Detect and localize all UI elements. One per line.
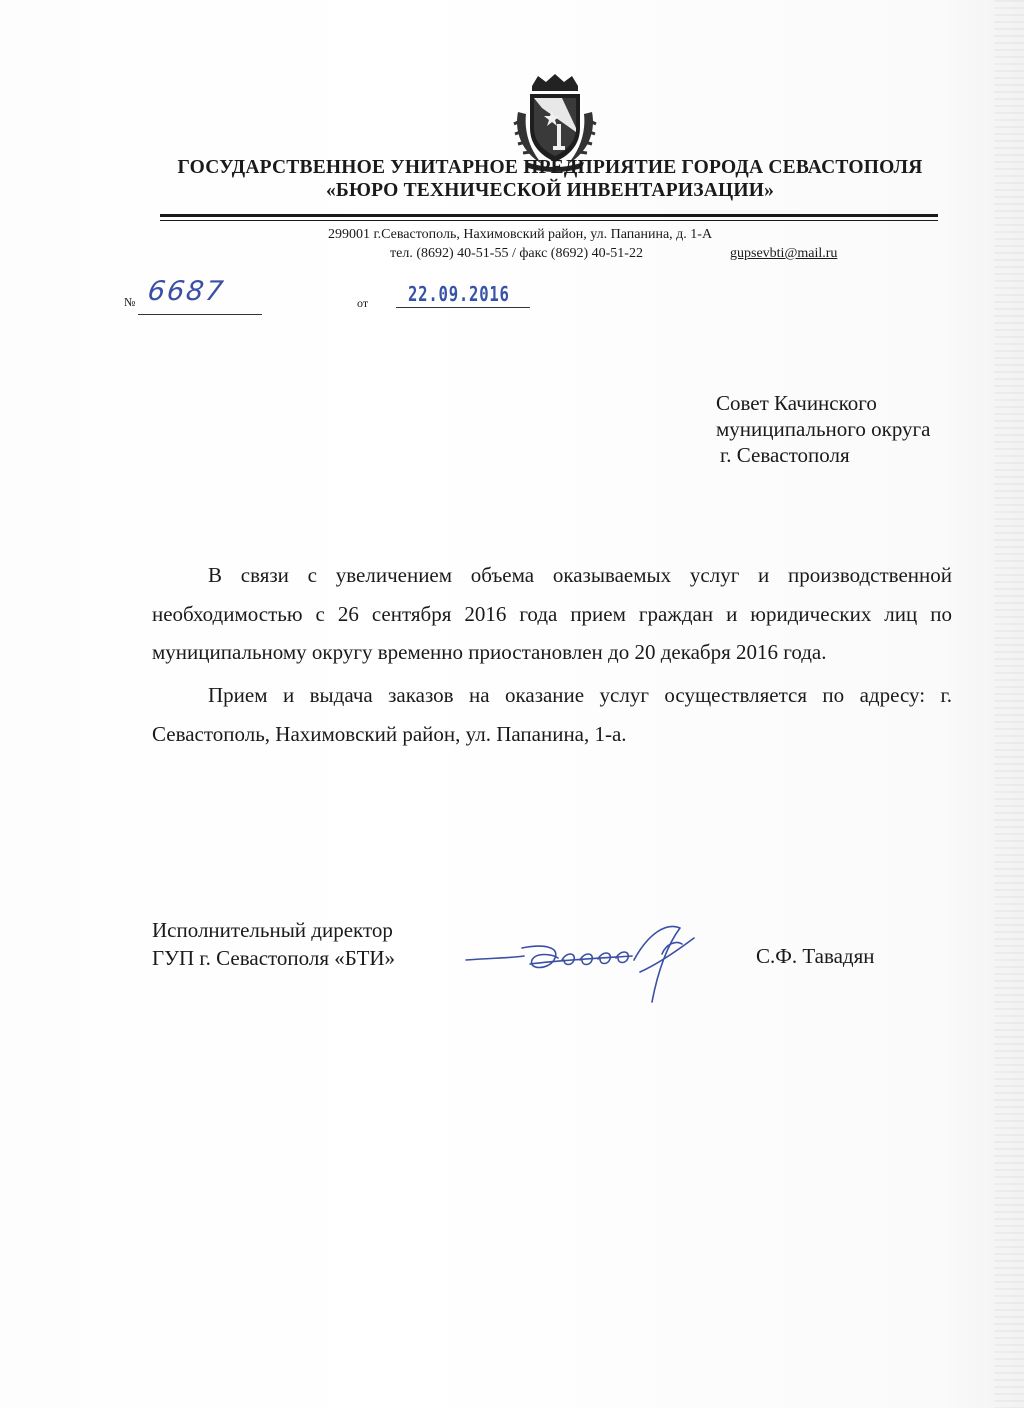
address-line: 299001 г.Севастополь, Нахимовский район, ул. Папанина, д. 1-А — [328, 227, 713, 242]
registration-number-underline — [138, 314, 262, 315]
phone-fax-line: тел. (8692) 40-51-55 / факс (8692) 40-51-22 — [390, 246, 643, 261]
scan-edge-shadow — [994, 0, 1024, 1408]
registration-date-underline — [396, 307, 530, 308]
header-rule-thin — [160, 220, 938, 221]
body-paragraph-1: В связи с увеличением объема оказываемых услуг и производственной необходимостью с 26 сентября 2016 года прием граждан и юридических лиц по муниципальному округу временно приостановлен до 20 декабря 2016 года. — [152, 563, 952, 664]
recipient-line2: муниципального округа — [716, 417, 931, 441]
handwritten-signature-icon — [462, 914, 702, 1014]
header-rule-thick — [160, 214, 938, 217]
registration-date-label: от — [357, 296, 369, 310]
recipient-line1: Совет Качинского — [716, 391, 877, 415]
registration-number-value: 6687 — [145, 276, 227, 307]
signatory-title — [152, 916, 395, 972]
registration-number-label: № — [124, 295, 136, 309]
organization-name-line1: ГОСУДАРСТВЕННОЕ УНИТАРНОЕ ПРЕДПРИЯТИЕ ГОРОДА СЕВАСТОПОЛЯ — [177, 157, 923, 178]
recipient-block — [716, 390, 930, 468]
signatory-title-line1: Исполнительный директор — [152, 918, 393, 942]
email-link[interactable]: gupsevbti@mail.ru — [730, 246, 838, 261]
signatory-name: С.Ф. Тавадян — [756, 944, 875, 968]
organization-name-line2: «БЮРО ТЕХНИЧЕСКОЙ ИНВЕНТАРИЗАЦИИ» — [325, 180, 775, 201]
registration-date-stamp: 22.09.2016 — [408, 282, 510, 306]
body-paragraph-2: Прием и выдача заказов на оказание услуг осуществляется по адресу: г. Севастополь, Нахимовский район, ул. Папанина, 1-а. — [152, 683, 952, 746]
recipient-line3: г. Севастополя — [720, 443, 850, 467]
signatory-title-line2: ГУП г. Севастополя «БТИ» — [152, 946, 396, 970]
